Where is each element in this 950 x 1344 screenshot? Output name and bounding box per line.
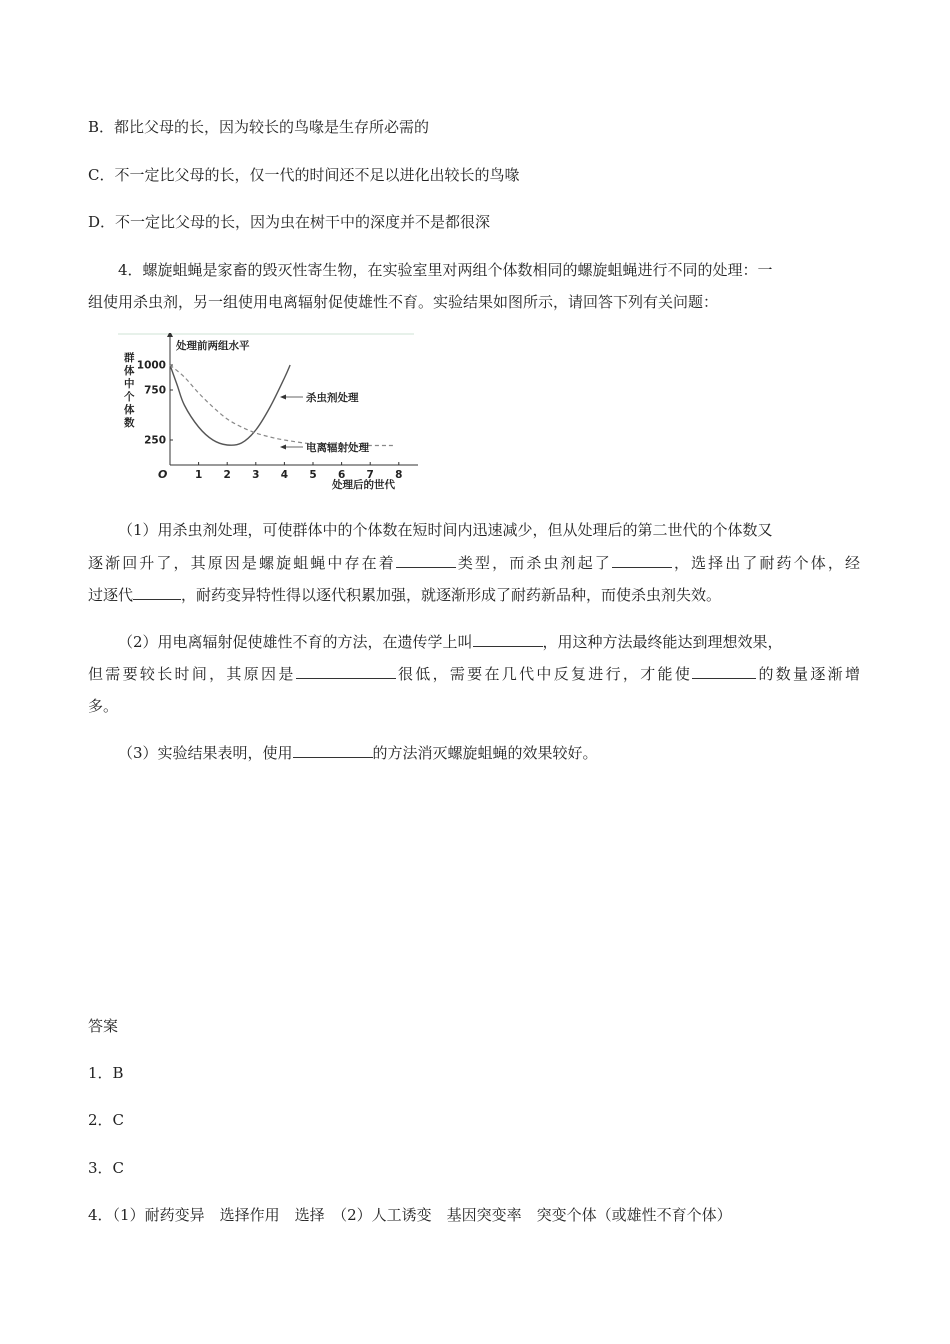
- option-c: C．不一定比父母的长，仅一代的时间还不足以进化出较长的鸟喙: [88, 166, 520, 184]
- x-tick-label: 1: [194, 469, 203, 481]
- chart-axes: [167, 333, 418, 468]
- ylabel-char: 个: [124, 391, 135, 403]
- q4-part2-line2: [88, 664, 860, 684]
- y-tick-label: 250: [144, 434, 166, 447]
- q4-part3-text-b: 的方法消灭螺旋蛆蝇的效果较好。: [372, 744, 598, 762]
- q4-part1-line2: [88, 553, 860, 573]
- chart-origin-label: O: [158, 468, 168, 481]
- ylabel-char: 体: [124, 404, 135, 416]
- blank-5: [296, 664, 396, 679]
- x-tick-label: 5: [309, 469, 317, 481]
- q4-part1-text-b: 类型，而杀虫剂起了: [455, 554, 612, 572]
- q4-part1-text-d: 过逐代: [88, 586, 134, 604]
- chart-ticks: [137, 360, 403, 482]
- q4-part2-text-d: 很低，需要在几代中反复进行，才能使: [395, 665, 693, 683]
- x-tick-label: 7: [366, 469, 374, 481]
- q4-part1-line1: （1）用杀虫剂处理，可使群体中的个体数在短时间内迅速减少，但从处理后的第二世代的个体数又: [118, 521, 773, 539]
- question4-stem-line1: 4．螺旋蛆蝇是家畜的毁灭性寄生物，在实验室里对两组个体数相同的螺旋蛆蝇进行不同的处理：一: [118, 261, 773, 279]
- ylabel-char: 数: [124, 417, 135, 429]
- chart-ylabel: [124, 351, 135, 429]
- x-tick-label: 4: [280, 469, 289, 481]
- blank-7: [293, 743, 373, 758]
- answers-heading: 答案: [88, 1017, 119, 1035]
- q4-part2-text-e: 的数量逐渐增: [756, 665, 860, 683]
- q4-part1-text-e: ，耐药变异特性得以逐代积累加强，就逐渐形成了耐药新品种，而使杀虫剂失效。: [181, 586, 722, 604]
- chart-xlabel: 处理后的世代: [332, 479, 395, 491]
- q4-part2-text-a: （2）用电离辐射促使雄性不育的方法，在遗传学上叫: [118, 633, 473, 651]
- answer-2: 2．C: [88, 1111, 125, 1129]
- ylabel-char: 群: [124, 352, 135, 364]
- question4-stem-line2: 组使用杀虫剂，另一组使用电离辐射促使雄性不育。实验结果如图所示，请回答下列有关问题：: [88, 293, 719, 311]
- legend-radiation: 电离辐射处理: [306, 442, 369, 454]
- chart-series: [170, 365, 393, 446]
- population-chart: [118, 333, 418, 493]
- chart-title: 处理前两组水平: [176, 340, 250, 352]
- q4-part1-line3: [88, 585, 721, 605]
- x-tick-label: 2: [223, 469, 231, 481]
- ylabel-char: 中: [124, 378, 135, 390]
- blank-2: [612, 553, 672, 568]
- q4-part1-text-c: ，选择出了耐药个体，经: [671, 554, 860, 572]
- q4-part2-text-c: 但需要较长时间，其原因是: [88, 665, 296, 683]
- q4-part3-line: [118, 743, 598, 763]
- legend-radiation-arrowhead: [280, 445, 286, 450]
- answer-1: 1．B: [88, 1064, 124, 1082]
- q4-part2-line1: [118, 632, 783, 652]
- answer-3: 3．C: [88, 1159, 125, 1177]
- blank-6: [692, 664, 756, 679]
- x-tick-label: 3: [252, 469, 260, 481]
- blank-1: [396, 553, 456, 568]
- q4-part1-text-a: 逐渐回升了，其原因是螺旋蛆蝇中存在着: [88, 554, 396, 572]
- q4-part3-text-a: （3）实验结果表明，使用: [118, 744, 293, 762]
- y-tick-label: 750: [144, 384, 166, 397]
- q4-part2-line3: 多。: [88, 697, 119, 715]
- x-tick-label: 8: [395, 469, 403, 481]
- answer-4: 4．（1）耐药变异 选择作用 选择 （2）人工诱变 基因突变率 突变个体（或雄性不育个体）: [88, 1206, 732, 1224]
- q4-part2-text-b: ，用这种方法最终能达到理想效果，: [542, 633, 783, 651]
- series-radiation-line: [170, 365, 393, 446]
- legend-insecticide-arrowhead: [280, 395, 286, 400]
- series-insecticide-line: [170, 365, 290, 445]
- y-tick-label: 1000: [136, 359, 166, 372]
- blank-4: [473, 632, 543, 647]
- legend-insecticide: 杀虫剂处理: [306, 392, 359, 404]
- option-d: D．不一定比父母的长，因为虫在树干中的深度并不是都很深: [88, 213, 491, 231]
- ylabel-char: 体: [124, 365, 135, 377]
- x-tick-label: 6: [337, 469, 346, 481]
- blank-3: [133, 585, 181, 600]
- option-b: B．都比父母的长，因为较长的鸟喙是生存所必需的: [88, 118, 430, 136]
